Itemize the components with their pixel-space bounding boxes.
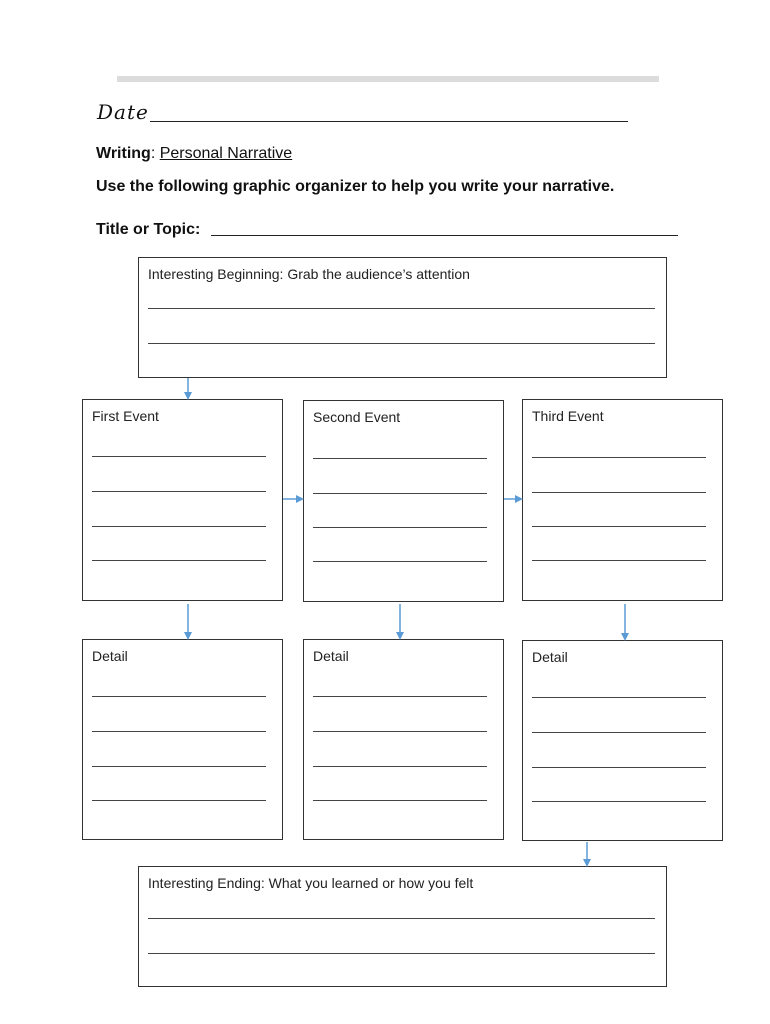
- third-event-label: Third Event: [532, 408, 604, 424]
- writing-value: Personal Narrative: [159, 145, 293, 162]
- detail-label-2: Detail: [313, 648, 349, 664]
- beginning-label: Interesting Beginning: Grab the audience’s attention: [148, 266, 470, 282]
- ending-label: Interesting Ending: What you learned or how you felt: [148, 875, 474, 891]
- detail-label-3: Detail: [532, 649, 568, 665]
- writing-colon: :: [150, 145, 160, 162]
- instruction-text: Use the following graphic organizer to help you write your narrative.: [96, 178, 615, 195]
- second-event-label: Second Event: [313, 409, 401, 425]
- title-topic-label: Title or Topic:: [96, 221, 201, 238]
- first-event-label: First Event: [92, 408, 159, 424]
- writing-label: Writing: [96, 145, 151, 162]
- date-label: Date: [97, 100, 149, 124]
- detail-label-1: Detail: [92, 648, 128, 664]
